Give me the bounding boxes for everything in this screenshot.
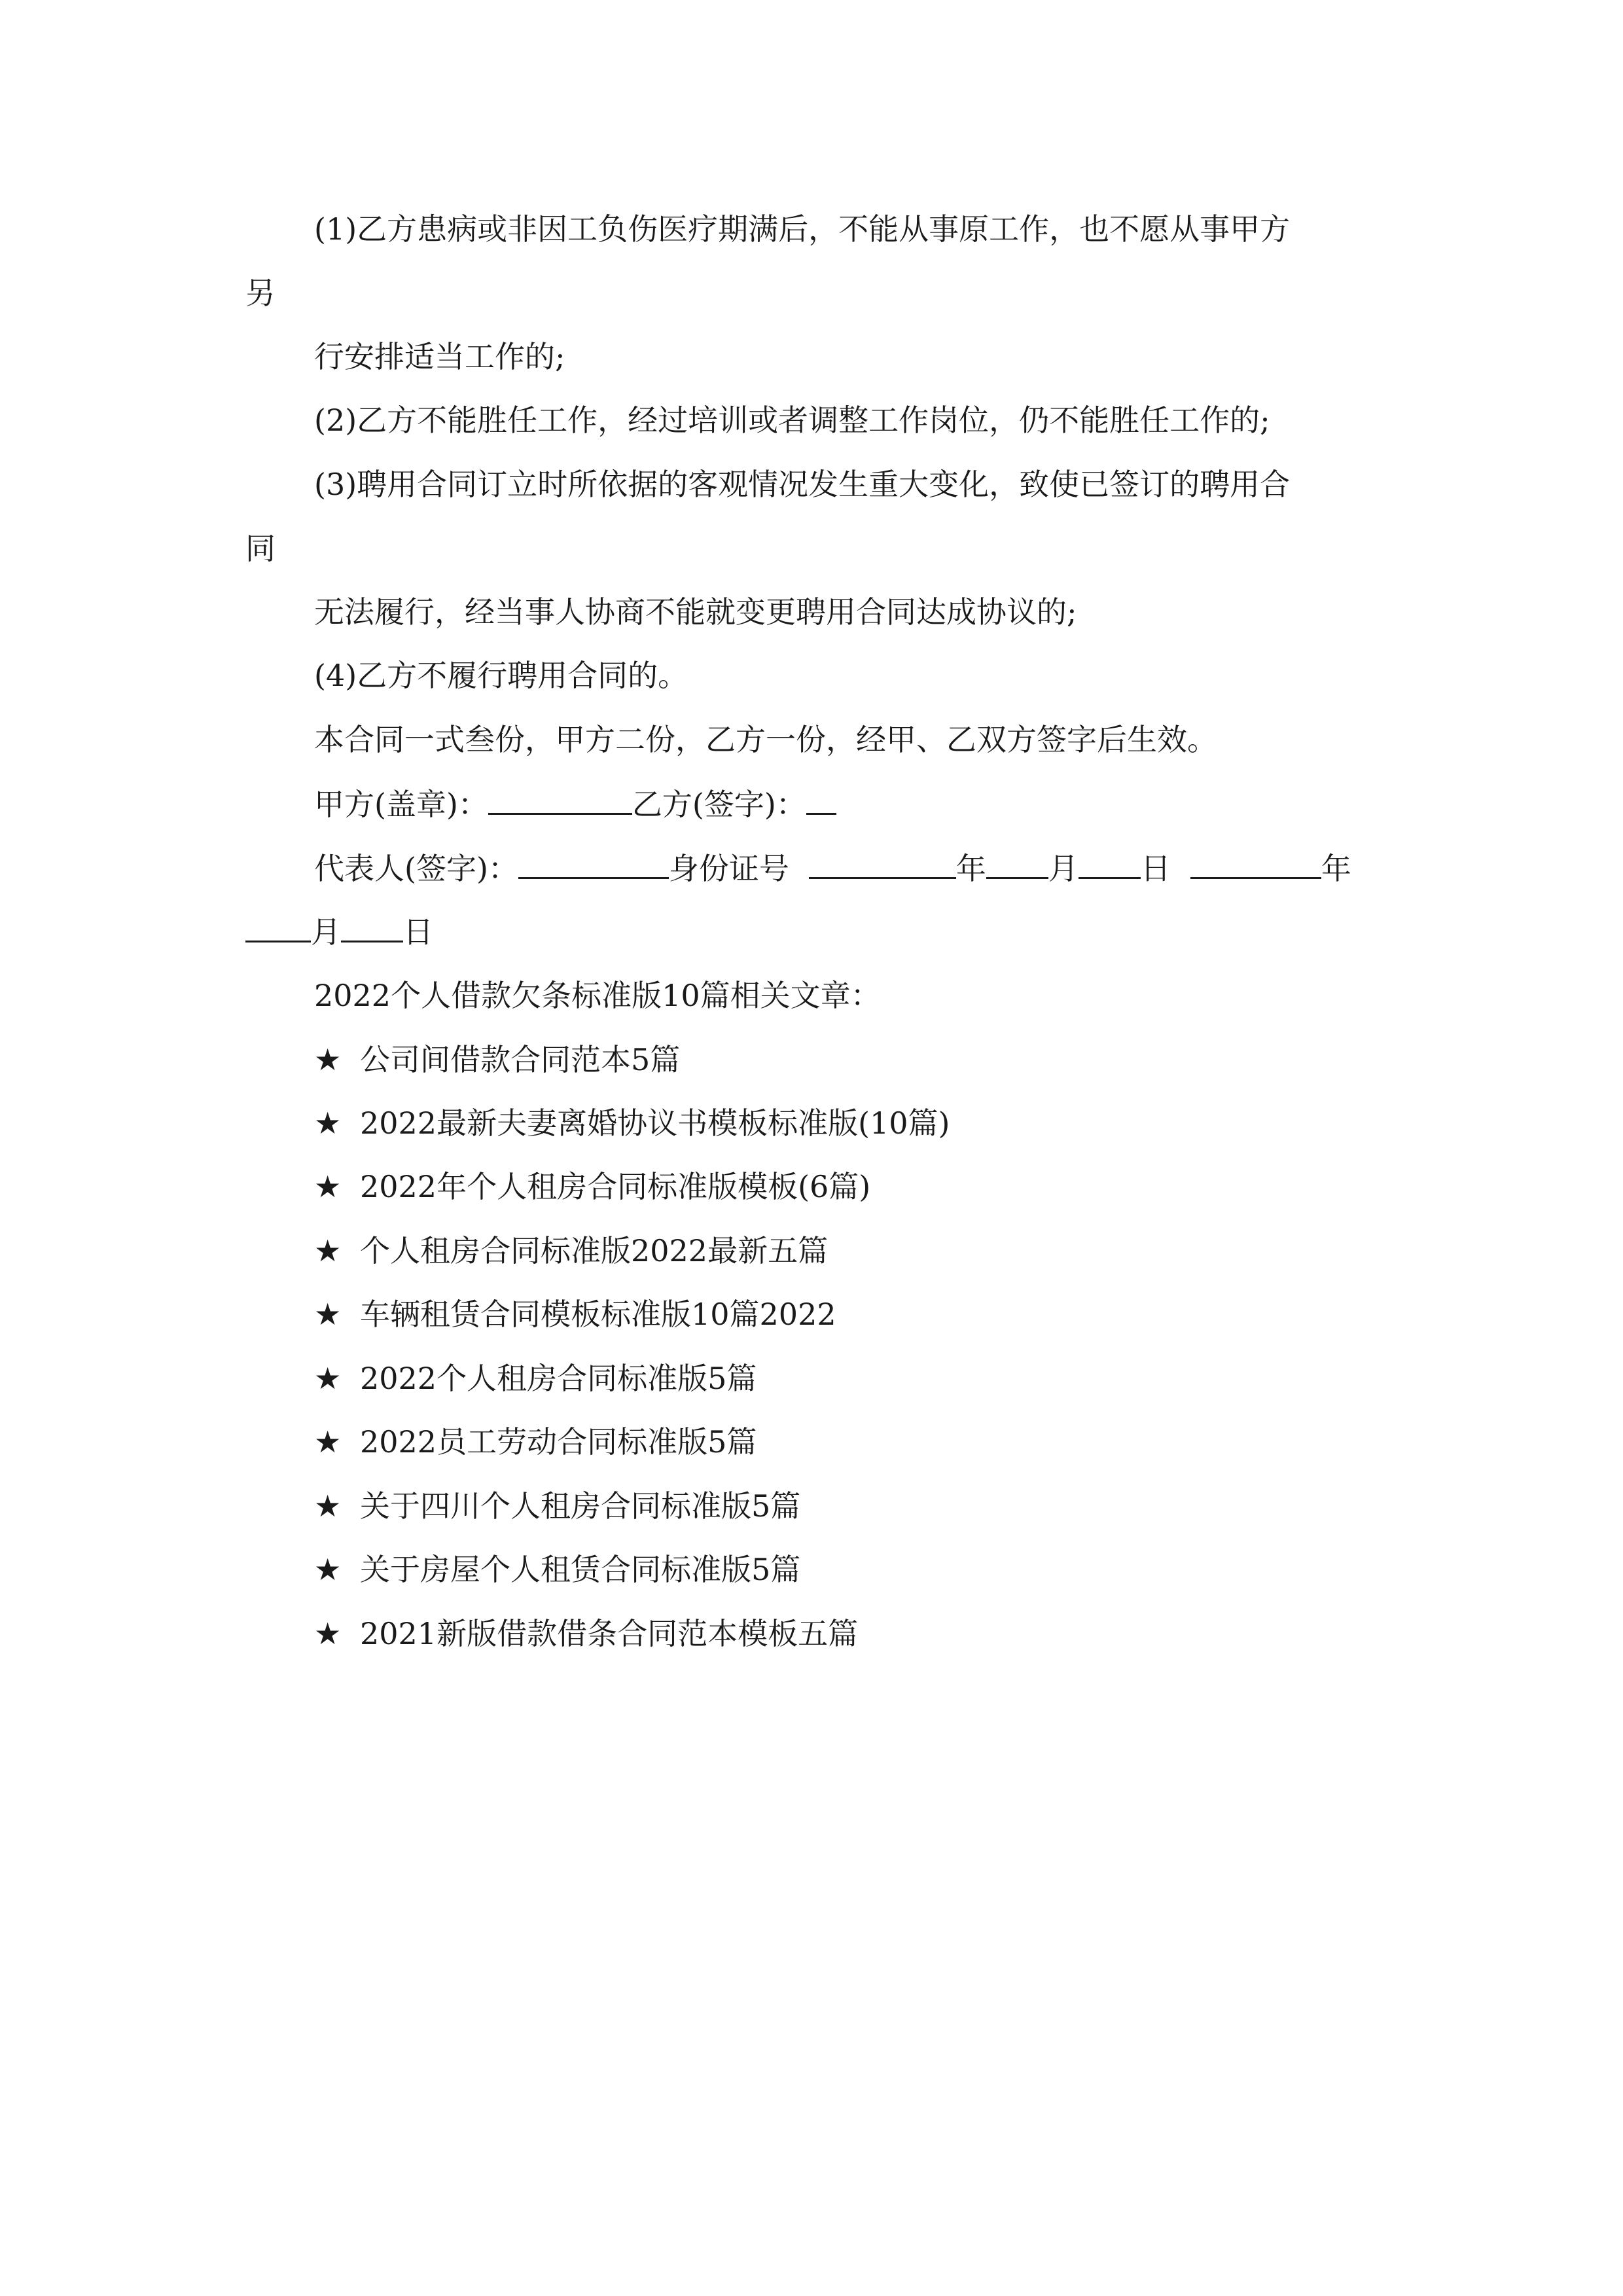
related-article-title: 关于房屋个人租赁合同标准版5篇	[360, 1552, 801, 1587]
related-article-link[interactable]	[314, 1103, 950, 1143]
party-a-label: 甲方(盖章)：	[314, 787, 488, 822]
related-article-title: 个人租房合同标准版2022最新五篇	[360, 1233, 829, 1268]
star-icon: ★	[314, 1169, 342, 1204]
month-blank-1	[986, 848, 1048, 879]
related-article-link[interactable]	[314, 1614, 858, 1653]
star-icon: ★	[314, 1042, 342, 1077]
star-icon: ★	[314, 1361, 342, 1396]
clause-1-line-2: 另	[245, 276, 276, 311]
day-label-1: 日	[1140, 851, 1171, 886]
star-icon: ★	[314, 1233, 342, 1268]
year-label-1: 年	[955, 851, 986, 886]
related-article-title: 2022最新夫妻离婚协议书模板标准版(10篇)	[360, 1105, 950, 1141]
clause-2: (2)乙方不能胜任工作，经过培训或者调整工作岗位，仍不能胜任工作的;	[314, 403, 1270, 438]
related-article-title: 公司间借款合同范本5篇	[360, 1042, 681, 1077]
related-article-link[interactable]	[314, 1550, 800, 1589]
related-article-link[interactable]	[314, 1295, 836, 1334]
related-article-title: 2022年个人租房合同标准版模板(6篇)	[360, 1169, 871, 1204]
party-b-blank	[806, 784, 836, 815]
related-article-link[interactable]	[314, 1486, 800, 1526]
clause-3-line-2: 同	[245, 531, 276, 566]
party-a-blank	[488, 784, 632, 815]
related-articles-heading: 2022个人借款欠条标准版10篇相关文章：	[314, 978, 881, 1013]
clause-1-line-1: (1)乙方患病或非因工负伤医疗期满后，不能从事原工作，也不愿从事甲方	[314, 211, 1291, 247]
month-label-2: 月	[311, 914, 341, 950]
copies-statement: 本合同一式叁份，甲方二份，乙方一份，经甲、乙双方签字后生效。	[314, 722, 1217, 757]
related-article-link[interactable]	[314, 1167, 870, 1206]
signature-date-line-2	[245, 912, 433, 952]
clause-4: (4)乙方不履行聘用合同的。	[314, 658, 688, 693]
day-blank-2	[341, 912, 403, 942]
year-blank-1	[809, 848, 956, 879]
day-label-2: 日	[403, 914, 433, 950]
clause-1-line-3: 行安排适当工作的;	[314, 339, 565, 374]
star-icon: ★	[314, 1297, 342, 1332]
related-article-title: 2022员工劳动合同标准版5篇	[360, 1424, 757, 1460]
star-icon: ★	[314, 1616, 342, 1651]
related-article-title: 车辆租赁合同模板标准版10篇2022	[360, 1297, 836, 1332]
related-article-link[interactable]	[314, 1359, 757, 1398]
related-article-title: 关于四川个人租房合同标准版5篇	[360, 1488, 801, 1524]
signature-date-line	[314, 848, 1351, 888]
year-label-2: 年	[1321, 851, 1351, 886]
year-blank-2	[1190, 848, 1321, 879]
star-icon: ★	[314, 1552, 342, 1587]
related-article-title: 2021新版借款借条合同范本模板五篇	[360, 1616, 859, 1651]
signature-parties-line	[314, 784, 836, 824]
clause-3-line-3: 无法履行，经当事人协商不能就变更聘用合同达成协议的;	[314, 594, 1077, 630]
day-blank-1	[1079, 848, 1141, 879]
month-label-1: 月	[1048, 851, 1079, 886]
month-blank-2	[245, 912, 311, 942]
star-icon: ★	[314, 1424, 342, 1460]
related-article-title: 2022个人租房合同标准版5篇	[360, 1361, 757, 1396]
star-icon: ★	[314, 1488, 342, 1524]
representative-label: 代表人(签字)：	[314, 851, 518, 886]
related-article-link[interactable]	[314, 1422, 757, 1462]
party-b-label: 乙方(签字)：	[632, 787, 806, 822]
representative-blank	[518, 848, 669, 879]
star-icon: ★	[314, 1105, 342, 1141]
related-article-link[interactable]	[314, 1040, 680, 1079]
id-number-label: 身份证号	[668, 851, 789, 886]
related-article-link[interactable]	[314, 1231, 828, 1270]
clause-3-line-1: (3)聘用合同订立时所依据的客观情况发生重大变化，致使已签订的聘用合	[314, 467, 1291, 502]
